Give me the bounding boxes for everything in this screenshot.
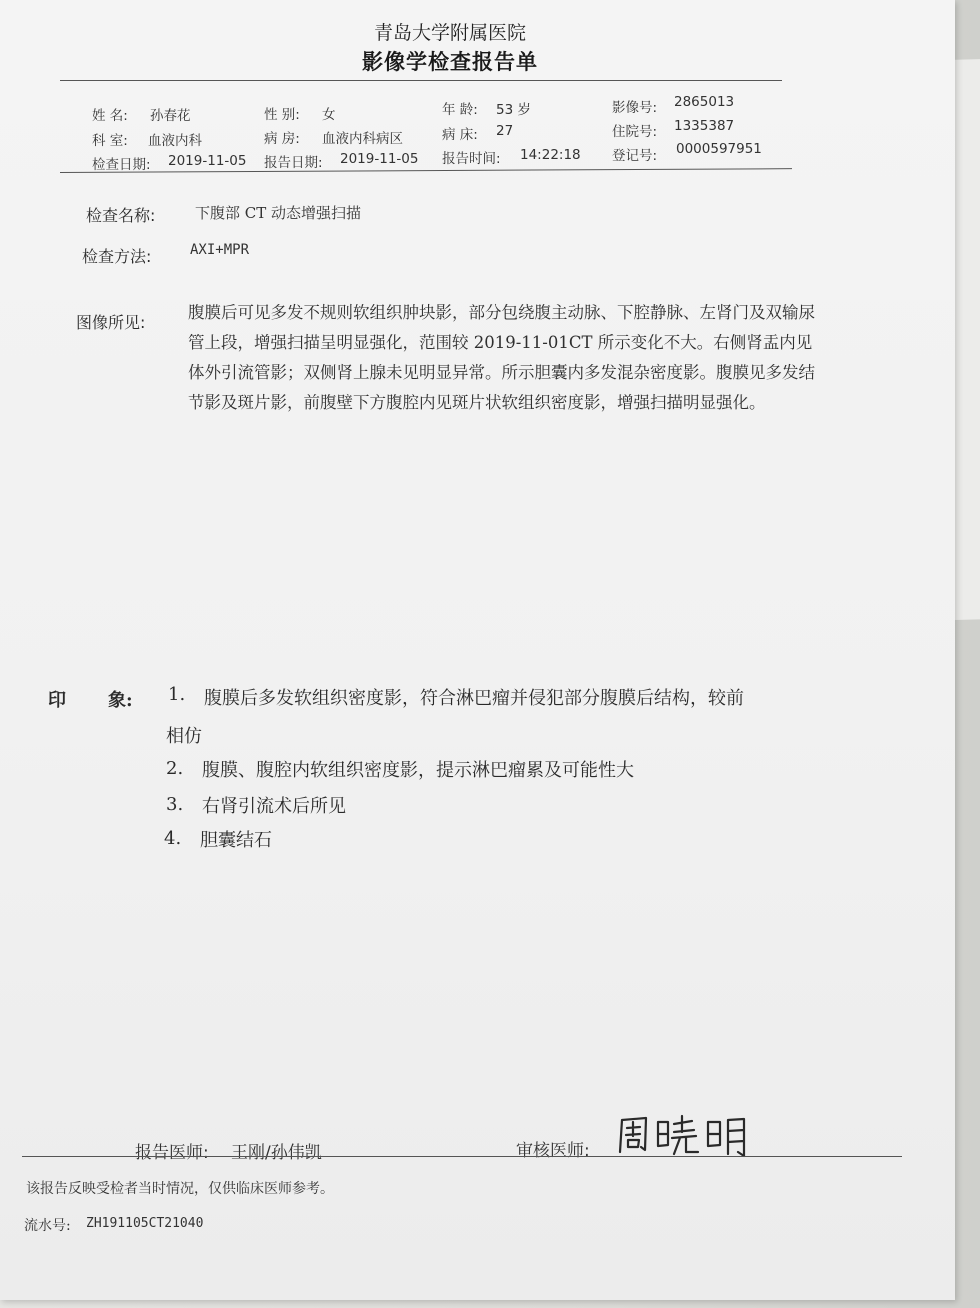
bed-label: 病 床:: [442, 127, 478, 143]
admission-label: 住院号:: [612, 124, 658, 140]
exam-date-label: 检查日期:: [92, 157, 151, 173]
report-date-label: 报告日期:: [264, 155, 323, 171]
age-label: 年 龄:: [442, 102, 478, 118]
reporter-names: 王刚/孙伟凯: [231, 1143, 322, 1163]
impression-item-1-num: 1.: [168, 684, 186, 705]
findings-label: 图像所见:: [76, 313, 146, 332]
disclaimer-note: 该报告反映受检者当时情况，仅供临床医师参考。: [26, 1181, 334, 1197]
reporter-label: 报告医师:: [135, 1143, 209, 1163]
serial-label: 流水号:: [24, 1218, 71, 1234]
footer-rule: [22, 1156, 902, 1157]
image-no-label: 影像号:: [612, 100, 658, 116]
report-date: 2019-11-05: [340, 151, 419, 167]
impression-item-4-text: 胆囊结石: [200, 830, 272, 851]
patient-ward: 血液内科病区: [322, 131, 403, 147]
reviewer-signature: [612, 1112, 752, 1158]
header-top-rule: [60, 80, 782, 81]
dept-label: 科 室:: [92, 133, 128, 149]
exam-name-label: 检查名称:: [86, 206, 156, 225]
image-no: 2865013: [674, 94, 735, 110]
hospital-name: 青岛大学附属医院: [373, 22, 526, 44]
impression-label-right: 象:: [108, 690, 133, 711]
impression-label-left: 印: [48, 690, 66, 711]
patient-age: 53 岁: [496, 102, 531, 118]
serial-number: ZH191105CT21040: [86, 1216, 204, 1231]
ward-label: 病 房:: [264, 131, 300, 147]
exam-method-label: 检查方法:: [82, 247, 152, 266]
name-label: 姓 名:: [92, 108, 128, 124]
impression-item-3-num: 3.: [166, 794, 184, 815]
reviewer-label: 审核医师:: [516, 1141, 590, 1161]
impression-item-2-num: 2.: [166, 758, 184, 779]
impression-item-2-text: 腹膜、腹腔内软组织密度影，提示淋巴瘤累及可能性大: [202, 760, 634, 781]
impression-item-1-cont: 相仿: [166, 726, 202, 747]
reg-no: 0000597951: [676, 141, 762, 157]
report-time: 14:22:18: [520, 147, 581, 163]
exam-date: 2019-11-05: [168, 153, 247, 169]
patient-bed: 27: [496, 123, 514, 139]
admission-no: 1335387: [674, 118, 735, 134]
impression-item-3-text: 右肾引流术后所见: [202, 796, 346, 817]
impression-item-1-text: 腹膜后多发软组织密度影，符合淋巴瘤并侵犯部分腹膜后结构，较前: [204, 688, 744, 709]
exam-name: 下腹部 CT 动态增强扫描: [195, 204, 362, 222]
sex-label: 性 别:: [264, 107, 300, 123]
patient-dept: 血液内科: [148, 133, 202, 149]
report-time-label: 报告时间:: [442, 151, 501, 167]
reg-label: 登记号:: [612, 148, 658, 164]
report-title: 影像学检查报告单: [362, 49, 538, 74]
exam-method: AXI+MPR: [190, 242, 250, 258]
findings-text: 腹膜后可见多发不规则软组织肿块影，部分包绕腹主动脉、下腔静脉、左肾门及双输尿管上段，增强扫描呈明显强化，范围较 2019-11-01CT 所示变化不大。右侧肾盂内见体外引流管影；双侧肾上腺未见明显异常。所示胆囊内多发混杂密度影。腹膜见多发结节影及斑片影，前腹壁下方腹腔内见斑片状软组织密度影，增强扫描明显强化。: [188, 303, 815, 412]
impression-item-4-num: 4.: [164, 828, 182, 849]
patient-name: 孙春花: [150, 108, 191, 124]
patient-sex: 女: [322, 107, 336, 123]
